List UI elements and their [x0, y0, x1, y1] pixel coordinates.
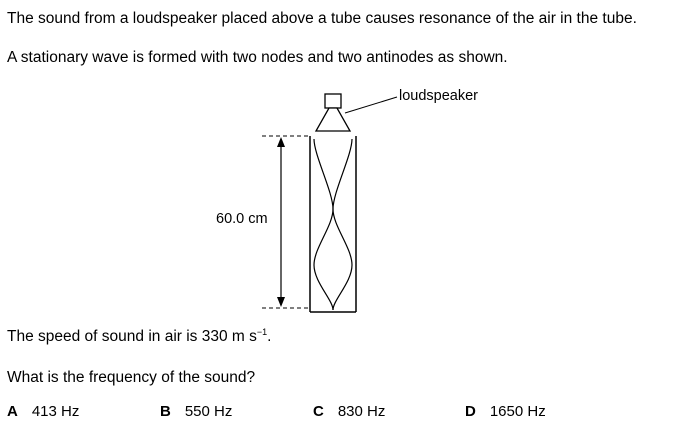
- option-a[interactable]: [7, 403, 79, 420]
- wave-envelope-right: [333, 139, 352, 310]
- length-arrow: [277, 137, 285, 307]
- option-c-text: 830 Hz: [337, 403, 386, 420]
- option-c[interactable]: [313, 403, 385, 420]
- option-d[interactable]: [465, 403, 546, 420]
- option-a-text: 413 Hz: [31, 403, 80, 420]
- option-d-text: 1650 Hz: [489, 403, 546, 420]
- speed-end: .: [267, 328, 272, 345]
- speed-text: The speed of sound in air is 330 m s: [7, 328, 257, 345]
- question-line-1: The sound from a loudspeaker placed above a tube causes resonance of the air in the tube.: [7, 10, 637, 27]
- question-prompt: What is the frequency of the sound?: [7, 369, 256, 386]
- loudspeaker-leader-line: [345, 97, 397, 113]
- option-a-letter: A: [7, 403, 18, 420]
- option-b-text: 550 Hz: [184, 403, 233, 420]
- wave-envelope-left: [314, 139, 333, 310]
- option-d-letter: D: [465, 403, 476, 420]
- speed-statement: [7, 328, 271, 346]
- option-b[interactable]: [160, 403, 232, 420]
- tube-length-label: 60.0 cm: [216, 211, 268, 227]
- option-b-letter: B: [160, 403, 171, 420]
- speed-exponent: −1: [256, 326, 268, 337]
- option-c-letter: C: [313, 403, 324, 420]
- loudspeaker-label: loudspeaker: [399, 88, 478, 104]
- question-line-2: A stationary wave is formed with two nodes and two antinodes as shown.: [7, 49, 508, 66]
- loudspeaker-icon: [316, 94, 350, 131]
